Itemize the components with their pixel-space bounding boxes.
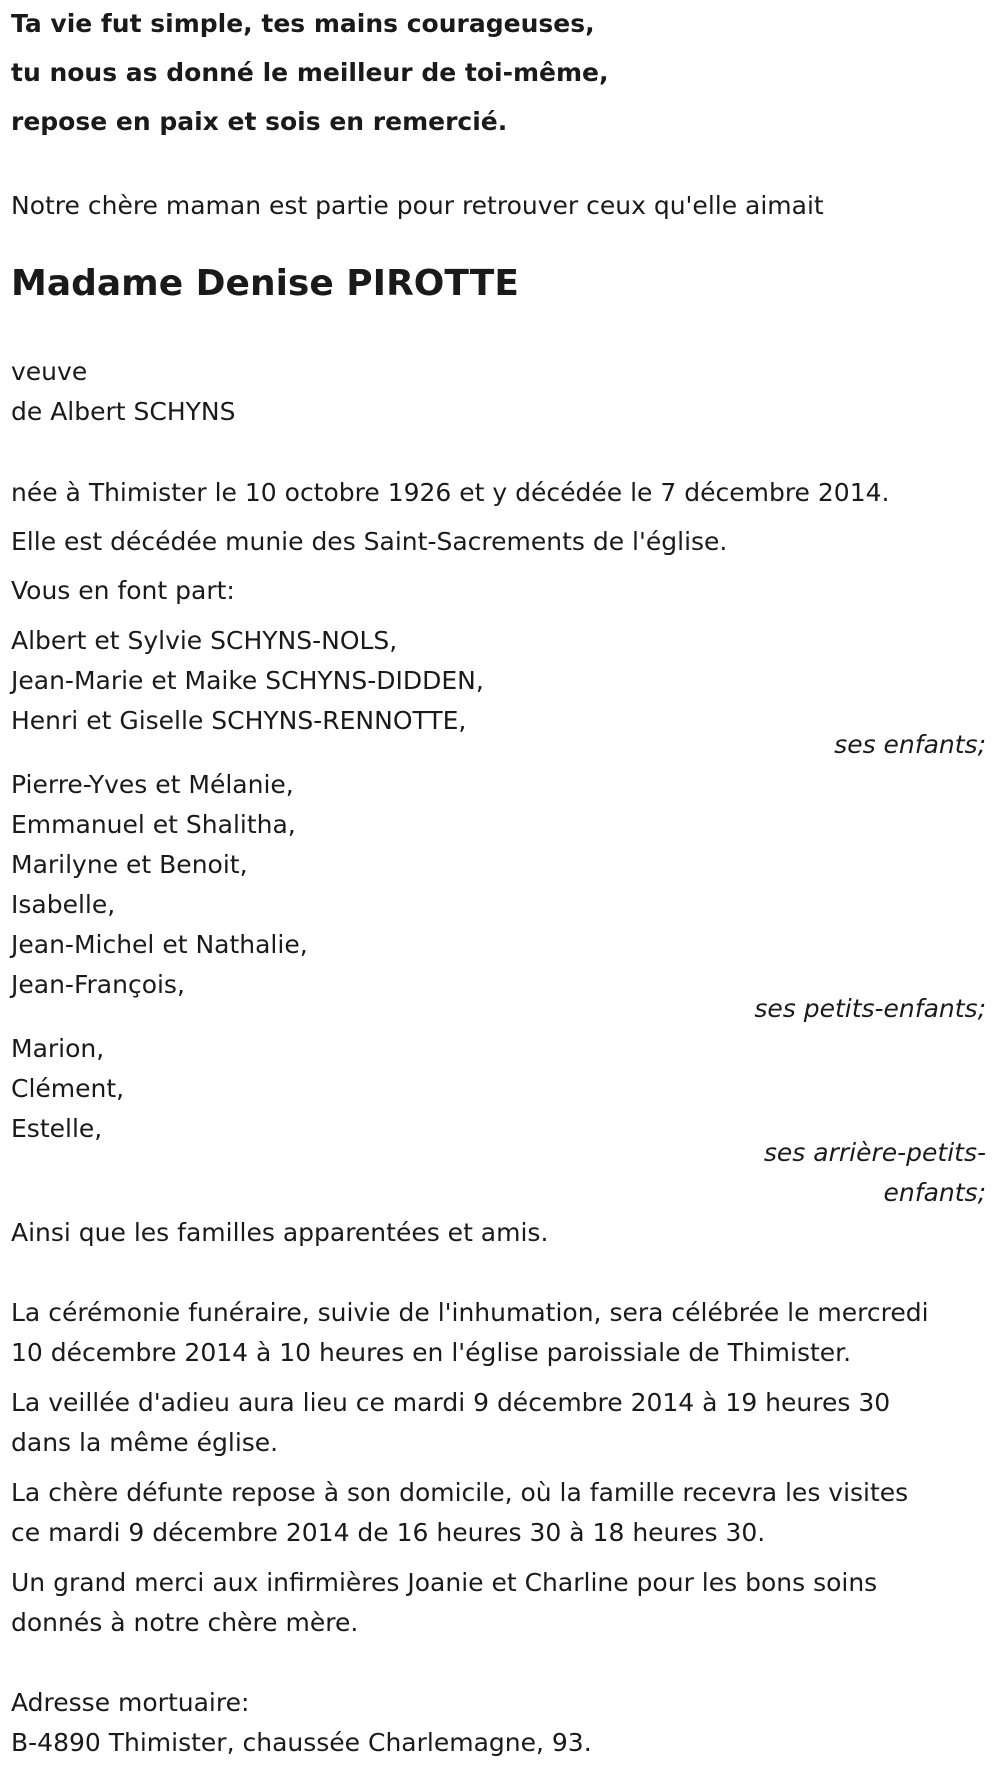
deceased-name: Madame Denise PIROTTE [11, 263, 519, 304]
address-label: Adresse mortuaire: [11, 1688, 250, 1717]
great-grandchildren-label: enfants; [883, 1178, 986, 1207]
spouse-line: de Albert SCHYNS [11, 397, 236, 426]
thanks-text: donnés à notre chère mère. [11, 1608, 359, 1637]
spouse-line: veuve [11, 357, 88, 386]
child-entry: Jean-Marie et Maike SCHYNS-DIDDEN, [11, 666, 484, 695]
great-grandchildren-label: ses arrière-petits- [763, 1138, 986, 1167]
announce-text: Vous en font part: [11, 576, 235, 605]
grandchild-entry: Pierre-Yves et Mélanie, [11, 770, 294, 799]
ceremony-text: 10 décembre 2014 à 10 heures en l'église paroissiale de Thimister. [11, 1338, 852, 1367]
grandchild-entry: Marilyne et Benoit, [11, 850, 248, 879]
vigil-text: dans la même église. [11, 1428, 279, 1457]
children-label: ses enfants; [834, 730, 986, 759]
great-grandchild-entry: Estelle, [11, 1114, 103, 1143]
address-text: B-4890 Thimister, chaussée Charlemagne, 93. [11, 1728, 592, 1757]
birth-death-text: née à Thimister le 10 octobre 1926 et y décédée le 7 décembre 2014. [11, 478, 890, 507]
child-entry: Albert et Sylvie SCHYNS-NOLS, [11, 626, 398, 655]
visits-text: ce mardi 9 décembre 2014 de 16 heures 30 à 18 heures 30. [11, 1518, 766, 1547]
epitaph-line: repose en paix et sois en remercié. [11, 107, 508, 136]
grandchild-entry: Isabelle, [11, 890, 116, 919]
sacraments-text: Elle est décédée munie des Saint-Sacrements de l'église. [11, 527, 728, 556]
grandchild-entry: Emmanuel et Shalitha, [11, 810, 296, 839]
visits-text: La chère défunte repose à son domicile, où la famille recevra les visites [11, 1478, 909, 1507]
great-grandchild-entry: Clément, [11, 1074, 125, 1103]
thanks-text: Un grand merci aux infirmières Joanie et Charline pour les bons soins [11, 1568, 878, 1597]
families-text: Ainsi que les familles apparentées et amis. [11, 1218, 549, 1247]
epitaph-line: Ta vie fut simple, tes mains courageuses, [11, 9, 595, 38]
vigil-text: La veillée d'adieu aura lieu ce mardi 9 décembre 2014 à 19 heures 30 [11, 1388, 891, 1417]
ceremony-text: La cérémonie funéraire, suivie de l'inhumation, sera célébrée le mercredi [11, 1298, 929, 1327]
grandchild-entry: Jean-Michel et Nathalie, [11, 930, 308, 959]
intro-text: Notre chère maman est partie pour retrouver ceux qu'elle aimait [11, 191, 824, 220]
grandchild-entry: Jean-François, [11, 970, 185, 999]
grandchildren-label: ses petits-enfants; [754, 994, 986, 1023]
great-grandchild-entry: Marion, [11, 1034, 105, 1063]
child-entry: Henri et Giselle SCHYNS-RENNOTTE, [11, 706, 467, 735]
epitaph-line: tu nous as donné le meilleur de toi-même, [11, 58, 609, 87]
